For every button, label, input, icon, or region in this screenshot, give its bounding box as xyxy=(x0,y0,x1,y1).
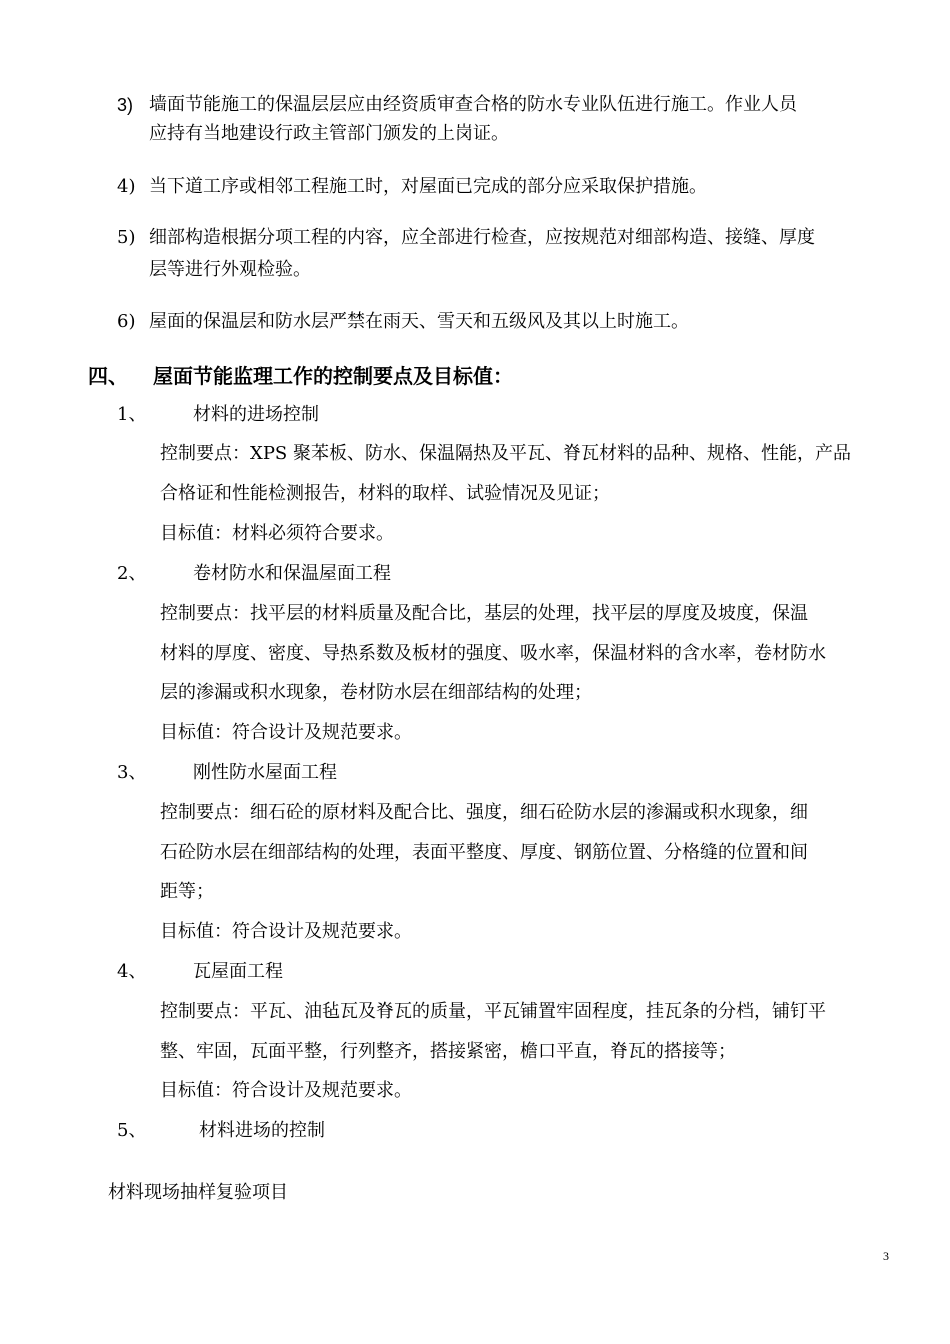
control-points-line: 材料的厚度、密度、导热系数及板材的强度、吸水率，保温材料的含水率，卷材防水 xyxy=(160,643,826,664)
control-points-line: 控制要点：XPS 聚苯板、防水、保温隔热及平瓦、脊瓦材料的品种、规格、性能，产品 xyxy=(160,443,851,464)
sub-item-number: 1、 xyxy=(117,404,147,425)
list-number: 6) xyxy=(117,311,136,332)
control-points-line: 控制要点：平瓦、油毡瓦及脊瓦的质量，平瓦铺置牢固程度，挂瓦条的分档，铺钉平 xyxy=(160,1001,826,1022)
target-value: 目标值：符合设计及规范要求。 xyxy=(160,921,412,942)
target-value: 目标值：符合设计及规范要求。 xyxy=(160,1080,412,1101)
sub-item-title: 卷材防水和保温屋面工程 xyxy=(193,563,391,584)
list-text-line: 细部构造根据分项工程的内容，应全部进行检查，应按规范对细部构造、接缝、厚度 xyxy=(149,227,815,248)
list-text-line: 层等进行外观检验。 xyxy=(149,259,311,280)
control-points-line: 合格证和性能检测报告，材料的取样、试验情况及见证； xyxy=(160,483,610,504)
table-caption: 材料现场抽样复验项目 xyxy=(108,1182,288,1203)
control-points-line: 控制要点：找平层的材料质量及配合比，基层的处理，找平层的厚度及坡度，保温 xyxy=(160,603,808,624)
control-points-line: 石砼防水层在细部结构的处理，表面平整度、厚度、钢筋位置、分格缝的位置和间 xyxy=(160,842,808,863)
sub-item-title: 材料进场的控制 xyxy=(199,1120,325,1141)
list-text-line: 当下道工序或相邻工程施工时，对屋面已完成的部分应采取保护措施。 xyxy=(149,176,707,197)
sub-item-number: 3、 xyxy=(117,762,147,783)
control-points-line: 距等； xyxy=(160,881,214,902)
sub-item-title: 瓦屋面工程 xyxy=(193,961,283,982)
list-number: 5) xyxy=(117,227,136,248)
target-value: 目标值：符合设计及规范要求。 xyxy=(160,722,412,743)
target-value: 目标值：材料必须符合要求。 xyxy=(160,523,394,544)
list-text-line: 屋面的保温层和防水层严禁在雨天、雪天和五级风及其以上时施工。 xyxy=(149,311,689,332)
control-points-line: 层的渗漏或积水现象，卷材防水层在细部结构的处理； xyxy=(160,682,592,703)
control-points-line: 控制要点：细石砼的原材料及配合比、强度，细石砼防水层的渗漏或积水现象，细 xyxy=(160,802,808,823)
list-number: 3) xyxy=(117,95,134,115)
sub-item-number: 5、 xyxy=(117,1120,147,1141)
control-points-line: 整、牢固，瓦面平整，行列整齐，搭接紧密，檐口平直，脊瓦的搭接等； xyxy=(160,1041,736,1062)
list-text-line: 应持有当地建设行政主管部门颁发的上岗证。 xyxy=(149,123,509,144)
sub-item-number: 2、 xyxy=(117,563,147,584)
page-number: 3 xyxy=(883,1249,889,1263)
sub-item-number: 4、 xyxy=(117,961,147,982)
sub-item-title: 刚性防水屋面工程 xyxy=(193,762,337,783)
list-number: 4) xyxy=(117,176,136,197)
list-text-line: 墙面节能施工的保温层层应由经资质审查合格的防水专业队伍进行施工。作业人员 xyxy=(149,94,797,115)
section-number: 四、 xyxy=(88,364,128,388)
section-title: 屋面节能监理工作的控制要点及目标值： xyxy=(153,364,513,388)
sub-item-title: 材料的进场控制 xyxy=(193,404,319,425)
